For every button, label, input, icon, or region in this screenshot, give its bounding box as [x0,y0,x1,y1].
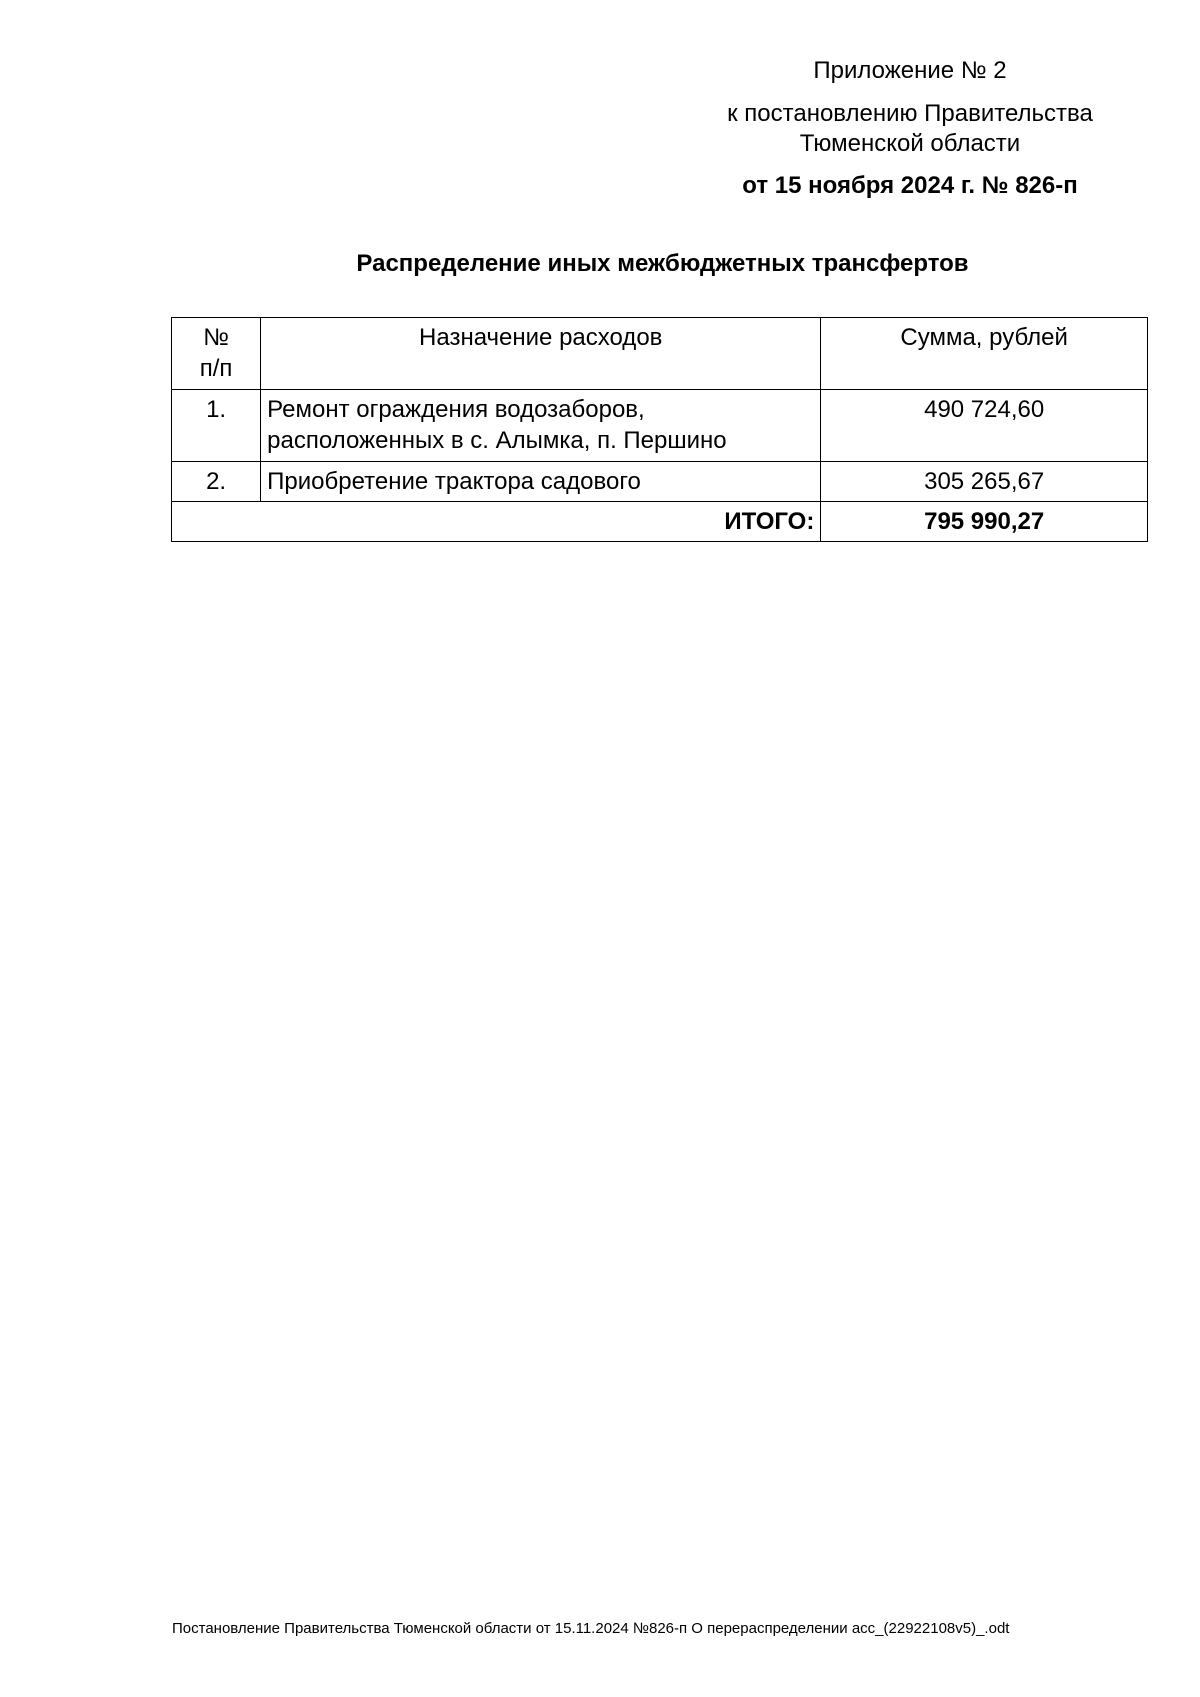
row-sum: 490 724,60 [821,390,1148,462]
table-header-row [172,318,1148,390]
appendix-date: от 15 ноября 2024 г. № 826-п [742,172,1078,199]
appendix-reference [700,99,1120,159]
allocation-table [171,317,1148,542]
row-number: 2. [172,462,261,502]
total-sum: 795 990,27 [821,502,1148,542]
appendix-ref-line-1: к постановлению Правительства [727,100,1093,127]
appendix-title: Приложение № 2 [813,57,1007,84]
table-row [172,462,1148,502]
header-number [172,318,261,390]
row-sum: 305 265,67 [821,462,1148,502]
row-purpose: Приобретение трактора садового [261,462,821,502]
row-number: 1. [172,390,261,462]
total-label: ИТОГО: [172,502,821,542]
appendix-ref-line-2: Тюменской области [799,130,1021,157]
document-title: Распределение иных межбюджетных трансфертов [356,250,969,277]
row-purpose-line-1: Ремонт ограждения водозаборов, [267,396,645,423]
row-purpose-line-2: расположенных в с. Алымка, п. Першино [267,427,727,454]
table-total-row [172,502,1148,542]
header-number-line-2: п/п [199,355,233,382]
header-purpose: Назначение расходов [261,318,821,390]
document-footer: Постановление Правительства Тюменской области от 15.11.2024 №826-п О перераспределении асс_(22922108v5)_.odt [172,1620,1010,1637]
row-purpose [261,390,821,462]
table-row [172,390,1148,462]
header-number-line-1: № [203,324,229,351]
header-sum: Сумма, рублей [821,318,1148,390]
